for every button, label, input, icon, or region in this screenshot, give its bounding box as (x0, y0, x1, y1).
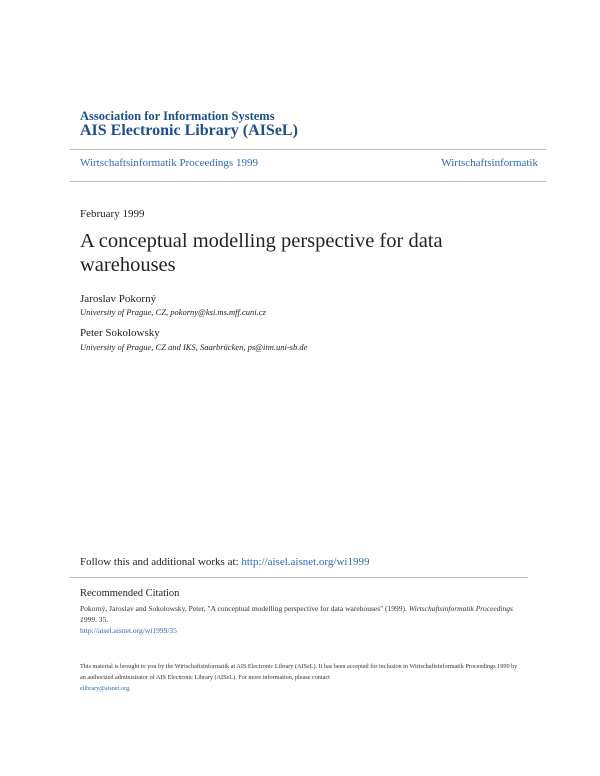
publication-date: February 1999 (80, 208, 145, 220)
citation-link[interactable]: http://aisel.aisnet.org/wi1999/35 (80, 626, 177, 635)
author-affiliation: University of Prague, CZ and IKS, Saarbrücken, ps@itm.uni-sb.de (80, 342, 308, 352)
paper-title: A conceptual modelling perspective for data warehouses (80, 230, 443, 276)
citation-text (80, 603, 520, 636)
citation-suffix: . 35. (95, 615, 109, 624)
citation-italic: Wirtschaftsinformatik Proceedings 1999 (80, 604, 513, 624)
contact-email-link[interactable]: elibrary@aisnet.org (80, 685, 130, 692)
organization-name: Association for Information Systems (80, 109, 275, 123)
proceedings-link[interactable]: Wirtschaftsinformatik Proceedings 1999 (80, 157, 258, 169)
author-affiliation: University of Prague, CZ, pokorny@ksi.ms.mff.cuni.cz (80, 307, 266, 317)
author-name: Jaroslav Pokorný (80, 293, 157, 305)
notice-text: This material is brought to you by the Wirtschaftsinformatik at AIS Electronic Library (AISeL). It has been accepted for inclusion in Wirtschaftsinformatik Proceedings 1999 by an authorized administrator of AIS Electronic Library (AISeL). For more information, please contact (80, 663, 518, 681)
library-name[interactable]: AIS Electronic Library (AISeL) (80, 122, 298, 139)
copyright-notice (80, 661, 520, 694)
follow-text: Follow this and additional works at: (80, 556, 242, 568)
collection-link[interactable]: Wirtschaftsinformatik (441, 157, 538, 169)
author-name: Peter Sokolowsky (80, 327, 160, 339)
divider-top (70, 149, 546, 150)
citation-plain: Pokorný, Jaroslav and Sokolowsky, Peter, "A conceptual modelling perspective for data warehouses" (1999). (80, 604, 409, 613)
divider-bottom (70, 577, 528, 578)
notice-end: . (129, 685, 131, 692)
divider-middle (70, 181, 546, 182)
follow-line (80, 556, 369, 568)
citation-heading: Recommended Citation (80, 588, 180, 599)
follow-link[interactable]: http://aisel.aisnet.org/wi1999 (241, 556, 370, 568)
